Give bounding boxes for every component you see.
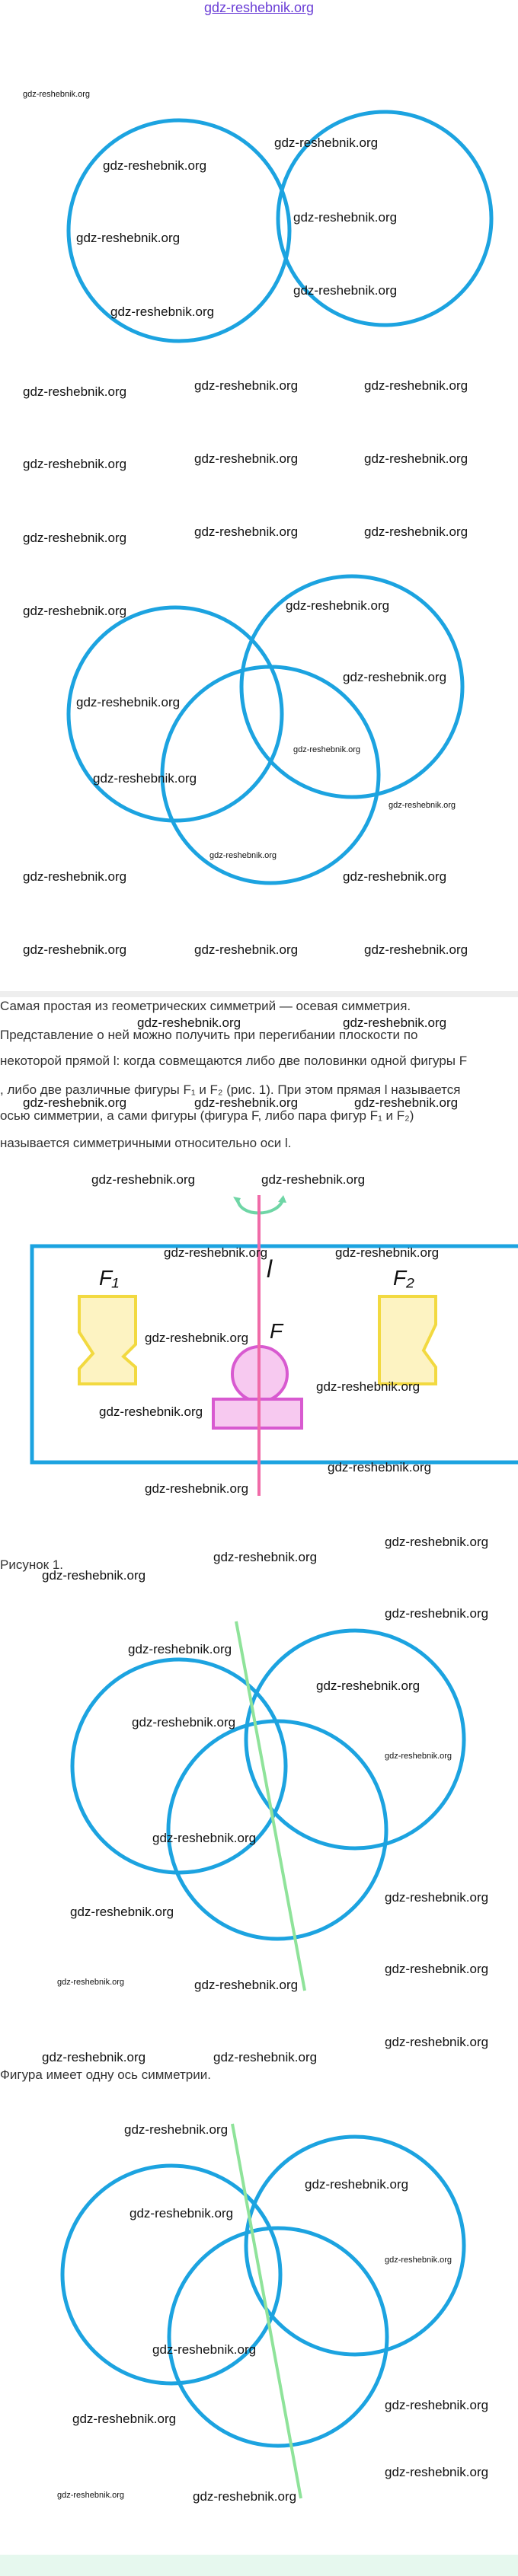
watermark-text: gdz-reshebnik.org	[328, 1460, 432, 1475]
shape-f1	[79, 1296, 136, 1384]
watermark-text: gdz-reshebnik.org	[194, 1978, 299, 1992]
watermark-text: gdz-reshebnik.org	[193, 2489, 297, 2504]
label-f: F	[270, 1319, 283, 1343]
watermark-text: gdz-reshebnik.org	[343, 670, 447, 684]
label-f2: F₂	[393, 1266, 414, 1290]
watermark-text: gdz-reshebnik.org	[128, 1642, 232, 1656]
watermark-text: gdz-reshebnik.org	[316, 1679, 420, 1693]
watermark-text: gdz-reshebnik.org	[23, 457, 127, 471]
watermark-text: gdz-reshebnik.org	[145, 1481, 249, 1496]
watermark-text: gdz-reshebnik.org	[194, 942, 299, 957]
watermark-text: gdz-reshebnik.org	[132, 1715, 236, 1730]
watermark-text: gdz-reshebnik.org	[194, 378, 299, 393]
watermark-text: gdz-reshebnik.org	[42, 2050, 146, 2064]
three-circles-axis-figure-2	[0, 2109, 518, 2512]
watermark-text: gdz-reshebnik.org	[194, 1095, 299, 1110]
watermark-text: gdz-reshebnik.org	[305, 2177, 409, 2192]
paragraph-line-4: , либо две различные фигуры F₁ и F₂ (рис. 1). При этом прямая l называется	[0, 1082, 461, 1097]
watermark-text: gdz-reshebnik.org	[99, 1404, 203, 1419]
figure1-caption: Рисунок 1.	[0, 1557, 64, 1572]
watermark-text: gdz-reshebnik.org	[213, 2050, 318, 2064]
watermark-text: gdz-reshebnik.org	[385, 1962, 489, 1976]
watermark-text: gdz-reshebnik.org	[164, 1245, 268, 1260]
watermark-text: gdz-reshebnik.org	[261, 1172, 366, 1187]
watermark-text: gdz-reshebnik.org	[103, 158, 207, 173]
watermark-text: gdz-reshebnik.org	[57, 1978, 125, 1987]
watermark-text: gdz-reshebnik.org	[23, 90, 91, 99]
watermark-text: gdz-reshebnik.org	[23, 869, 127, 884]
watermark-text: gdz-reshebnik.org	[213, 1550, 318, 1564]
watermark-text: gdz-reshebnik.org	[23, 384, 127, 399]
watermark-text: gdz-reshebnik.org	[194, 524, 299, 539]
circle-bottom	[168, 1721, 386, 1939]
watermark-text: gdz-reshebnik.org	[293, 283, 398, 298]
watermark-text: gdz-reshebnik.org	[152, 2342, 257, 2357]
label-l: l	[267, 1255, 273, 1283]
watermark-text: gdz-reshebnik.org	[70, 1905, 174, 1919]
watermark-text: gdz-reshebnik.org	[23, 1095, 127, 1110]
watermark-text: gdz-reshebnik.org	[274, 135, 379, 150]
shape-f2	[379, 1296, 436, 1384]
watermark-text: gdz-reshebnik.org	[343, 1015, 447, 1030]
watermark-text: gdz-reshebnik.org	[152, 1831, 257, 1845]
watermark-text: gdz-reshebnik.org	[286, 598, 390, 613]
three-circles-axis-figure-1	[0, 1614, 518, 2010]
paragraph-line-3: некоторой прямой l: когда совмещаются либо две половинки одной фигуры F	[0, 1054, 468, 1068]
watermark-text: gdz-reshebnik.org	[364, 524, 468, 539]
circle-right	[246, 2137, 464, 2354]
watermark-text: gdz-reshebnik.org	[335, 1245, 440, 1260]
watermark-text: gdz-reshebnik.org	[145, 1331, 249, 1345]
watermark-text: gdz-reshebnik.org	[23, 942, 127, 957]
watermark-text: gdz-reshebnik.org	[209, 851, 277, 860]
watermark-text: gdz-reshebnik.org	[385, 2035, 489, 2049]
paragraph-line-5: осью симметрии, а сами фигуры (фигура F, либо пара фигур F₁ и F₂)	[0, 1108, 414, 1123]
circle-right	[246, 1631, 464, 1848]
watermark-text: gdz-reshebnik.org	[23, 531, 127, 545]
symmetry-figure	[0, 1188, 518, 1507]
watermark-text: gdz-reshebnik.org	[364, 942, 468, 957]
watermark-text: gdz-reshebnik.org	[76, 231, 181, 245]
watermark-text: gdz-reshebnik.org	[110, 304, 215, 319]
circle-left	[69, 607, 282, 821]
watermark-text: gdz-reshebnik.org	[343, 869, 447, 884]
watermark-text: gdz-reshebnik.org	[364, 378, 468, 393]
watermark-text: gdz-reshebnik.org	[42, 1568, 146, 1583]
three-circles-figure	[0, 571, 518, 891]
watermark-text: gdz-reshebnik.org	[364, 451, 468, 466]
watermark-text: gdz-reshebnik.org	[124, 2122, 229, 2137]
watermark-text: gdz-reshebnik.org	[91, 1172, 196, 1187]
label-f1: F₁	[99, 1266, 119, 1290]
watermark-text: gdz-reshebnik.org	[385, 1535, 489, 1549]
watermark-text: gdz-reshebnik.org	[23, 604, 127, 618]
watermark-text: gdz-reshebnik.org	[385, 2398, 489, 2412]
watermark-text: gdz-reshebnik.org	[316, 1379, 420, 1394]
watermark-text: gdz-reshebnik.org	[385, 1606, 489, 1621]
watermark-text: gdz-reshebnik.org	[354, 1095, 459, 1110]
paragraph-line-6: называется симметричными относительно оси l.	[0, 1136, 292, 1150]
watermark-text: gdz-reshebnik.org	[130, 2206, 234, 2221]
watermark-text: gdz-reshebnik.org	[385, 2256, 452, 2265]
watermark-text: gdz-reshebnik.org	[194, 451, 299, 466]
watermark-text: gdz-reshebnik.org	[57, 2491, 125, 2500]
site-link[interactable]: gdz-reshebnik.org	[203, 0, 315, 15]
paragraph-line-2: Представление о ней можно получить при перегибании плоскости по	[0, 1028, 418, 1042]
watermark-text: gdz-reshebnik.org	[72, 2412, 177, 2426]
paragraph-line-1: Самая простая из геометрических симметрий — осевая симметрия.	[0, 999, 411, 1013]
axis-caption: Фигура имеет одну ось симметрии.	[0, 2067, 211, 2082]
watermark-text: gdz-reshebnik.org	[385, 2465, 489, 2479]
watermark-text: gdz-reshebnik.org	[385, 1890, 489, 1905]
watermark-text: gdz-reshebnik.org	[76, 695, 181, 709]
two-circles-figure	[0, 107, 518, 350]
watermark-text: gdz-reshebnik.org	[93, 771, 197, 786]
watermark-text: gdz-reshebnik.org	[137, 1015, 241, 1030]
watermark-text: gdz-reshebnik.org	[388, 801, 456, 810]
watermark-text: gdz-reshebnik.org	[293, 210, 398, 225]
bottom-bar	[0, 2555, 518, 2576]
watermark-text: gdz-reshebnik.org	[385, 1752, 452, 1761]
watermark-text: gdz-reshebnik.org	[293, 745, 361, 754]
